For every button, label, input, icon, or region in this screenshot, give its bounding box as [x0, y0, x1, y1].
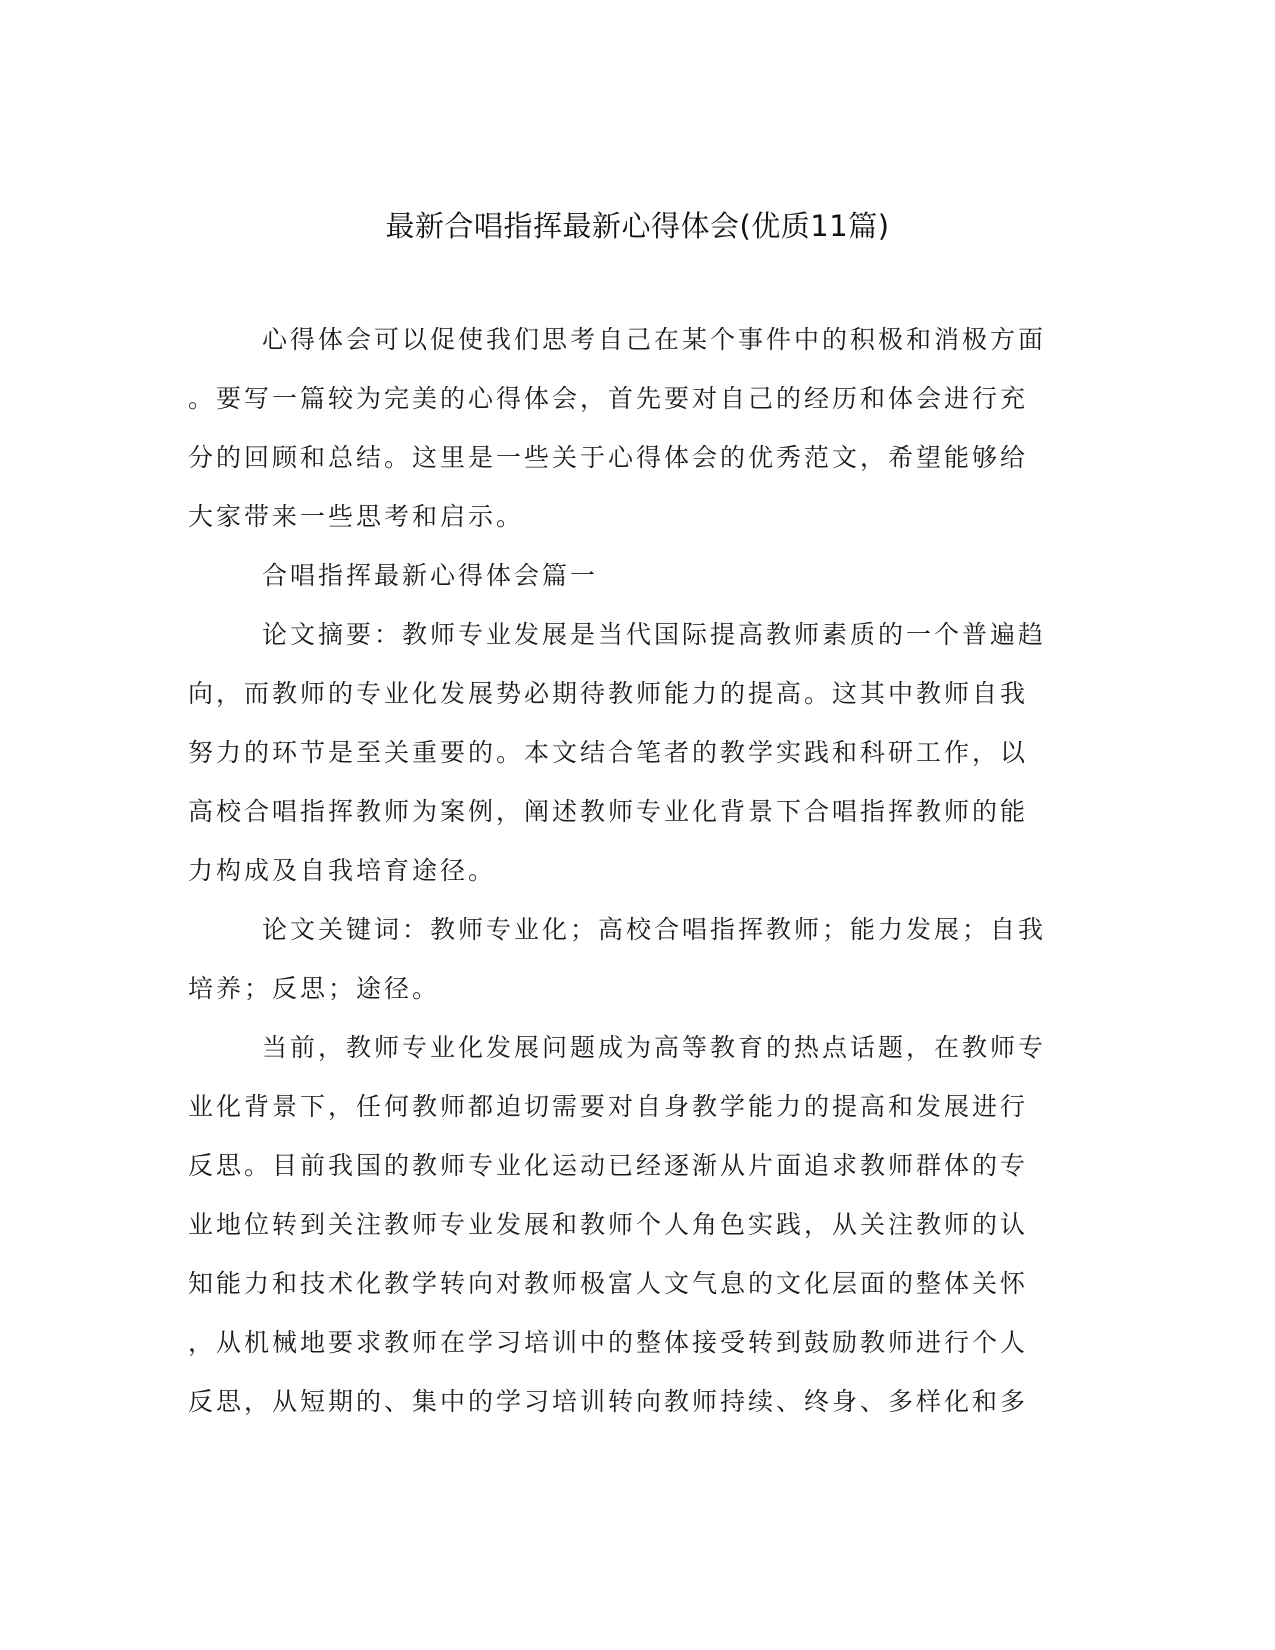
- text-line: 心得体会可以促使我们思考自己在某个事件中的积极和消极方面: [262, 325, 1047, 354]
- section-heading: 合唱指挥最新心得体会篇一: [262, 561, 599, 590]
- text-line: 知能力和技术化教学转向对教师极富人文气息的文化层面的整体关怀: [188, 1269, 1029, 1298]
- text-line: 论文摘要：教师专业发展是当代国际提高教师素质的一个普遍趋: [262, 620, 1047, 649]
- text-line: 大家带来一些思考和启示。: [188, 502, 525, 531]
- document-title: 最新合唱指挥最新心得体会(优质11篇): [385, 209, 890, 243]
- text-line: 力构成及自我培育途径。: [188, 856, 497, 885]
- text-line: 当前，教师专业化发展问题成为高等教育的热点话题，在教师专: [262, 1033, 1047, 1062]
- text-line: 反思。目前我国的教师专业化运动已经逐渐从片面追求教师群体的专: [188, 1151, 1029, 1180]
- text-line: 论文关键词：教师专业化；高校合唱指挥教师；能力发展；自我: [262, 915, 1047, 944]
- text-line: 业地位转到关注教师专业发展和教师个人角色实践，从关注教师的认: [188, 1210, 1029, 1239]
- text-line: 分的回顾和总结。这里是一些关于心得体会的优秀范文，希望能够给: [188, 443, 1029, 472]
- text-line: 。要写一篇较为完美的心得体会，首先要对自己的经历和体会进行充: [188, 384, 1029, 413]
- text-line: 业化背景下，任何教师都迫切需要对自身教学能力的提高和发展进行: [188, 1092, 1029, 1121]
- text-line: 培养；反思；途径。: [188, 974, 441, 1003]
- text-line: 高校合唱指挥教师为案例，阐述教师专业化背景下合唱指挥教师的能: [188, 797, 1029, 826]
- text-line: 努力的环节是至关重要的。本文结合笔者的教学实践和科研工作，以: [188, 738, 1029, 767]
- text-line: 向，而教师的专业化发展势必期待教师能力的提高。这其中教师自我: [188, 679, 1029, 708]
- text-line: ，从机械地要求教师在学习培训中的整体接受转到鼓励教师进行个人: [188, 1328, 1029, 1357]
- text-line: 反思，从短期的、集中的学习培训转向教师持续、终身、多样化和多: [188, 1387, 1029, 1416]
